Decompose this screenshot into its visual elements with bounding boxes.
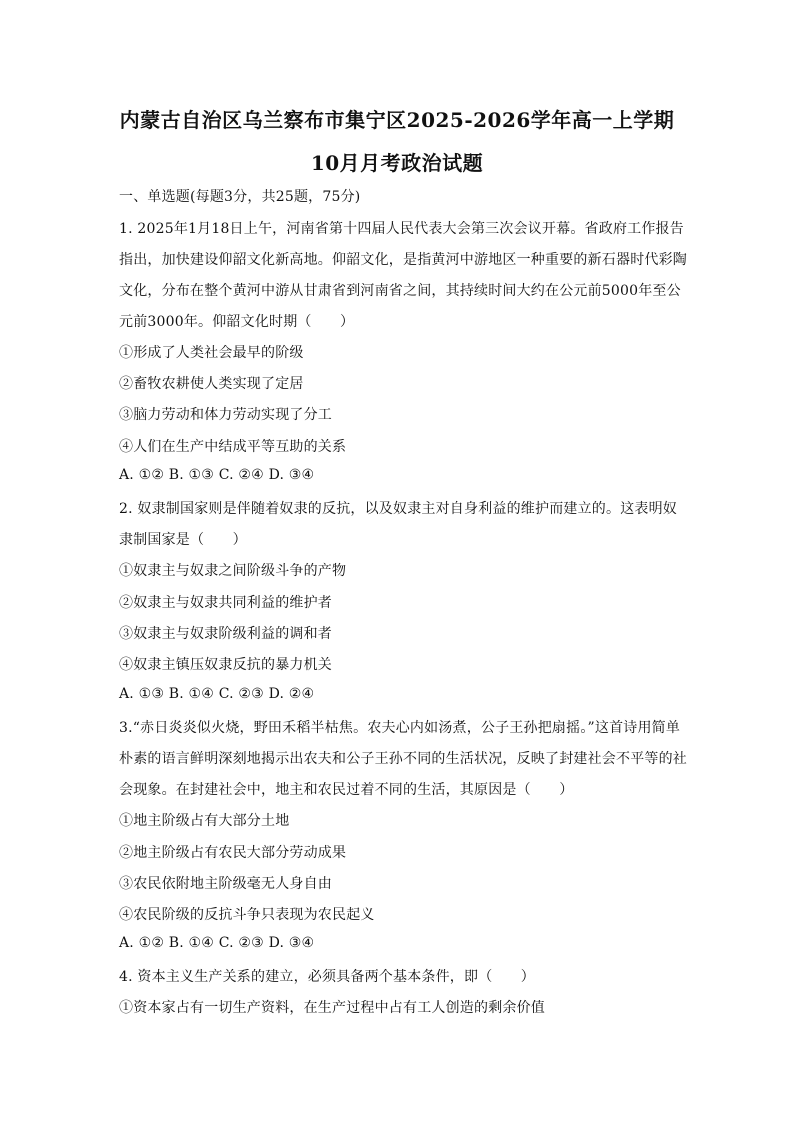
- q1-option-4: ④人们在生产中结成平等互助的关系: [119, 439, 347, 455]
- q3-option-4: ④农民阶级的反抗斗争只表现为农民起义: [119, 907, 375, 923]
- q1-stem-line4: 元前3000年。仰韶文化时期（ ）: [119, 314, 355, 330]
- q3-stem-line2: 朴素的语言鲜明深刻地揭示出农夫和公子王孙不同的生活状况，反映了封建社会不平等的社: [119, 751, 687, 767]
- q1-stem-line3: 文化，分布在整个黄河中游从甘肃省到河南省之间，其持续时间大约在公元前5000年至公: [119, 283, 681, 299]
- q3-option-1: ①地主阶级占有大部分土地: [119, 813, 290, 829]
- q1-option-2: ②畜牧农耕使人类实现了定居: [119, 376, 304, 392]
- q3-stem-line3: 会现象。在封建社会中，地主和农民过着不同的生活，其原因是（ ）: [119, 782, 574, 798]
- q3-answer-choices: A. ①② B. ①④ C. ②③ D. ③④: [119, 935, 315, 951]
- q4-stem-line1: 4. 资本主义生产关系的建立，必须具备两个基本条件，即（ ）: [119, 969, 536, 985]
- q2-stem-line2: 隶制国家是（ ）: [119, 532, 247, 548]
- q3-option-3: ③农民依附地主阶级毫无人身自由: [119, 876, 332, 892]
- q2-option-3: ③奴隶主与奴隶阶级利益的调和者: [119, 626, 332, 642]
- q2-option-2: ②奴隶主与奴隶共同利益的维护者: [119, 595, 332, 611]
- exam-title-line1: 内蒙古自治区乌兰察布市集宁区2025-2026学年高一上学期: [119, 108, 675, 132]
- q2-stem-line1: 2. 奴隶制国家则是伴随着奴隶的反抗，以及奴隶主对自身利益的维护而建立的。这表明奴: [119, 501, 678, 517]
- q2-answer-choices: A. ①③ B. ①④ C. ②③ D. ②④: [119, 686, 315, 702]
- q1-stem-line2: 指出，加快建设仰韶文化新高地。仰韶文化，是指黄河中游地区一种重要的新石器时代彩陶: [119, 252, 687, 268]
- q3-stem-line1: 3.“赤日炎炎似火烧，野田禾稻半枯焦。农夫心内如汤煮，公子王孙把扇摇。”这首诗用简单: [119, 720, 681, 736]
- exam-title-line2: 10月月考政治试题: [310, 151, 484, 175]
- q4-option-1: ①资本家占有一切生产资料，在生产过程中占有工人创造的剩余价值: [119, 1000, 545, 1016]
- section-heading: 一、单选题(每题3分，共25题，75分): [119, 189, 361, 205]
- q1-option-1: ①形成了人类社会最早的阶级: [119, 345, 304, 361]
- q3-option-2: ②地主阶级占有农民大部分劳动成果: [119, 845, 347, 861]
- q1-answer-choices: A. ①② B. ①③ C. ②④ D. ③④: [119, 467, 315, 483]
- q1-option-3: ③脑力劳动和体力劳动实现了分工: [119, 407, 332, 423]
- q1-stem-line1: 1. 2025年1月18日上午，河南省第十四届人民代表大会第三次会议开幕。省政府工作报告: [119, 221, 684, 237]
- q2-option-1: ①奴隶主与奴隶之间阶级斗争的产物: [119, 563, 347, 579]
- q2-option-4: ④奴隶主镇压奴隶反抗的暴力机关: [119, 657, 332, 673]
